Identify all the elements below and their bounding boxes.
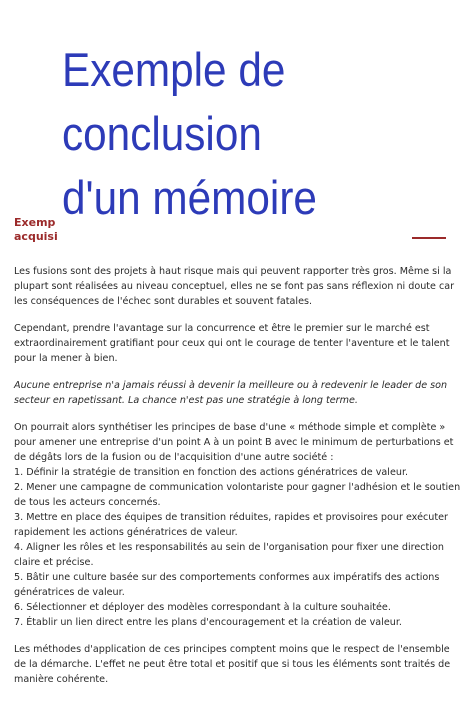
overlay-title-line: Exemple de [62, 43, 286, 96]
document-heading-line: Exemp [14, 216, 56, 229]
paragraph: Cependant, prendre l'avantage sur la concurrence et être le premier sur le marché est extraordinairement gratifiant pour ceux qui ont le courage de tenter l'aventure et le talent pour la mener à bien. [14, 323, 450, 364]
list-item: 3. Mettre en place des équipes de transition réduites, rapides et provisoires pour exécuter rapidement les actions génératrices de valeur. [14, 512, 448, 538]
overlay-title-line: d'un mémoire [62, 171, 317, 224]
document-body [14, 264, 461, 699]
list-item: 1. Définir la stratégie de transition en fonction des actions génératrices de valeur. [14, 467, 409, 478]
list-intro: On pourrait alors synthétiser les principes de base d'une « méthode simple et complète » pour amener une entreprise d'un point A à un point B avec le minimum de perturbations et de dégâts lors de la fusion ou de l'acquisition d'une autre société : [14, 422, 454, 463]
overlay-title [62, 38, 317, 230]
heading-divider [412, 237, 446, 239]
list-section [14, 420, 461, 630]
list-item: 6. Sélectionner et déployer des modèles correspondant à la culture souhaitée. [14, 602, 391, 613]
closing-paragraph: Les méthodes d'application de ces principes comptent moins que le respect de l'ensemble de la démarche. L'effet ne peut être total et positif que si tous les éléments sont traités de manière cohérente. [14, 644, 451, 685]
document-heading [14, 216, 58, 244]
document-heading-line: acquisi [14, 230, 58, 243]
list-item: 7. Établir un lien direct entre les plans d'encouragement et la création de valeur. [14, 617, 402, 628]
overlay-title-line: conclusion [62, 107, 262, 160]
paragraph: Les fusions sont des projets à haut risque mais qui peuvent rapporter très gros. Même si la plupart sont réalisées au niveau conceptuel, elles ne se font pas sans réflexion ni doute car les conséquences de l'échec sont durables et souvent fatales. [14, 266, 455, 307]
quote-paragraph: Aucune entreprise n'a jamais réussi à devenir la meilleure ou à redevenir le leader de son secteur en rapetissant. La chance n'est pas une stratégie à long terme. [14, 380, 448, 406]
list-item: 4. Aligner les rôles et les responsabilités au sein de l'organisation pour fixer une direction claire et précise. [14, 542, 444, 568]
list-item: 5. Bâtir une culture basée sur des comportements conformes aux impératifs des actions génératrices de valeur. [14, 572, 440, 598]
list-item: 2. Mener une campagne de communication volontariste pour gagner l'adhésion et le soutien de tous les acteurs concernés. [14, 482, 461, 508]
